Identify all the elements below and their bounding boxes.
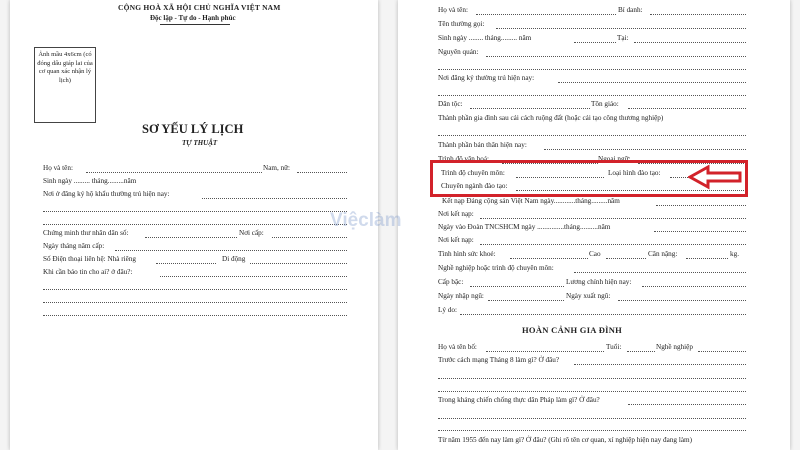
field-blank	[43, 211, 347, 212]
field-label: Kết nạp Đảng cộng sản Việt Nam ngày............tháng.........năm	[442, 197, 620, 205]
field-blank	[156, 263, 216, 264]
field-label: Sinh ngày ......... tháng.........năm	[43, 177, 137, 185]
field-label: Họ và tên:	[43, 164, 73, 172]
arrow-left-icon	[688, 164, 744, 190]
field-blank	[618, 300, 746, 301]
page-title: SƠ YẾU LÝ LỊCH	[142, 122, 244, 136]
field-label: Nơi đăng ký thường trú hiện nay:	[438, 74, 535, 82]
field-label: Trong kháng chiến chống thực dân Pháp làm gì? Ở đâu?	[438, 396, 600, 404]
field-blank	[634, 42, 746, 43]
field-blank	[628, 404, 746, 405]
field-label: Loại hình đào tạo:	[608, 169, 661, 177]
motto: Độc lập - Tự do - Hạnh phúc	[150, 14, 236, 22]
field-blank	[470, 108, 590, 109]
field-blank	[438, 418, 746, 419]
field-label: Họ và tên bố:	[438, 343, 477, 351]
field-label: Ngày xuất ngũ:	[566, 292, 611, 300]
field-blank	[544, 149, 746, 150]
motto-underline	[160, 24, 230, 25]
field-blank	[486, 56, 746, 57]
field-label: Ngoại ngữ:	[598, 155, 631, 163]
field-label: Lương chính hiện nay:	[566, 278, 632, 286]
field-blank	[574, 42, 616, 43]
field-blank	[698, 351, 746, 352]
nation-header: CỘNG HOÀ XÃ HỘI CHỦ NGHĨA VIỆT NAM	[118, 3, 281, 12]
field-blank	[574, 364, 746, 365]
field-label: Thành phần bản thân hiện nay:	[438, 141, 527, 149]
field-blank	[606, 258, 646, 259]
field-label: Nơi kết nạp:	[438, 236, 474, 244]
field-label: Nơi ở đăng ký hộ khẩu thường trú hiện nay:	[43, 190, 170, 198]
field-blank	[160, 276, 347, 277]
field-blank	[558, 82, 746, 83]
section-heading: HOÀN CẢNH GIA ĐÌNH	[522, 325, 623, 335]
field-blank	[480, 244, 746, 245]
field-label: Tình hình sức khoẻ:	[438, 250, 496, 258]
field-label: Từ năm 1955 đến nay làm gì? Ở đâu? (Ghi rõ tên cơ quan, xí nghiệp hiện nay đang làm)	[438, 436, 692, 444]
field-blank	[250, 263, 347, 264]
field-blank	[43, 302, 347, 303]
field-blank	[628, 108, 746, 109]
field-blank	[654, 231, 746, 232]
field-blank	[460, 314, 746, 315]
field-label: Dân tộc:	[438, 100, 463, 108]
field-label: Tên thường gọi:	[438, 20, 485, 28]
watermark-logo: Việclàm	[330, 210, 402, 231]
field-blank	[656, 205, 746, 206]
field-label: Thành phần gia đình sau cải cách ruộng đất (hoặc cải tạo công thương nghiệp)	[438, 114, 664, 122]
field-label: Cân nặng:	[648, 250, 678, 258]
field-blank	[438, 135, 746, 136]
field-blank	[476, 14, 616, 15]
field-label: Số Điện thoại liên hệ: Nhà riêng	[43, 255, 137, 263]
field-label: Họ và tên:	[438, 6, 468, 14]
field-blank	[43, 315, 347, 316]
field-label: Nguyên quán:	[438, 48, 479, 56]
field-blank	[438, 430, 746, 431]
field-label: Bí danh:	[618, 6, 643, 14]
field-label: Nam, nữ:	[263, 164, 291, 172]
field-blank	[574, 272, 746, 273]
field-label: Trình độ văn hoá:	[438, 155, 490, 163]
field-label: Ngày tháng năm cấp:	[43, 242, 105, 250]
field-blank	[627, 351, 655, 352]
document-page-left	[10, 0, 378, 450]
field-label: Khi cần báo tin cho ai? ở đâu?:	[43, 268, 133, 276]
field-label: Cấp bậc:	[438, 278, 464, 286]
field-blank	[43, 289, 347, 290]
field-blank	[272, 237, 347, 238]
field-label: Tại:	[617, 34, 629, 42]
field-label: Nơi kết nạp:	[438, 210, 474, 218]
photo-placeholder: Ảnh mầu 4x6cm (có đóng dấu giáp lai của cơ quan xác nhận lý lịch)	[34, 47, 96, 123]
field-blank	[43, 224, 347, 225]
field-blank	[438, 378, 746, 379]
page-subtitle: TỰ THUẬT	[182, 139, 218, 147]
field-label: Cao	[589, 250, 601, 258]
field-blank	[202, 198, 347, 199]
field-blank	[642, 286, 746, 287]
document-page-right	[398, 0, 790, 450]
field-label: Tôn giáo:	[591, 100, 619, 108]
field-blank	[145, 237, 237, 238]
field-blank	[486, 351, 604, 352]
field-blank	[488, 300, 564, 301]
field-label: Nghề nghiệp	[656, 343, 693, 351]
field-blank	[496, 28, 746, 29]
field-blank	[650, 14, 746, 15]
field-label: kg.	[730, 250, 739, 258]
field-label: Nghề nghiệp hoặc trình độ chuyên môn:	[438, 264, 554, 272]
field-label: Ngày nhập ngũ:	[438, 292, 484, 300]
field-label: Sinh ngày ........ tháng......... năm	[438, 34, 532, 42]
field-label: Tuổi:	[606, 343, 622, 351]
field-label: Chuyên ngành đào tạo:	[441, 182, 508, 190]
field-blank	[510, 258, 588, 259]
field-blank	[686, 258, 728, 259]
field-blank	[480, 218, 746, 219]
field-label: Trước cách mạng Tháng 8 làm gì? Ở đâu?	[438, 356, 560, 364]
field-blank	[438, 69, 746, 70]
field-blank	[297, 172, 347, 173]
field-label: Trình độ chuyên môn:	[441, 169, 505, 177]
field-blank	[115, 250, 347, 251]
field-label: Chứng minh thư nhân dân số:	[43, 229, 129, 237]
field-label: Nơi cấp:	[239, 229, 264, 237]
field-label: Di động	[222, 255, 246, 263]
field-label: Ngày vào Đoàn TNCSHCM ngày ...............tháng..........năm	[438, 223, 611, 231]
field-blank	[438, 391, 746, 392]
field-blank	[470, 286, 564, 287]
field-blank	[438, 95, 746, 96]
field-blank	[86, 172, 262, 173]
field-label: Lý do:	[438, 306, 457, 314]
